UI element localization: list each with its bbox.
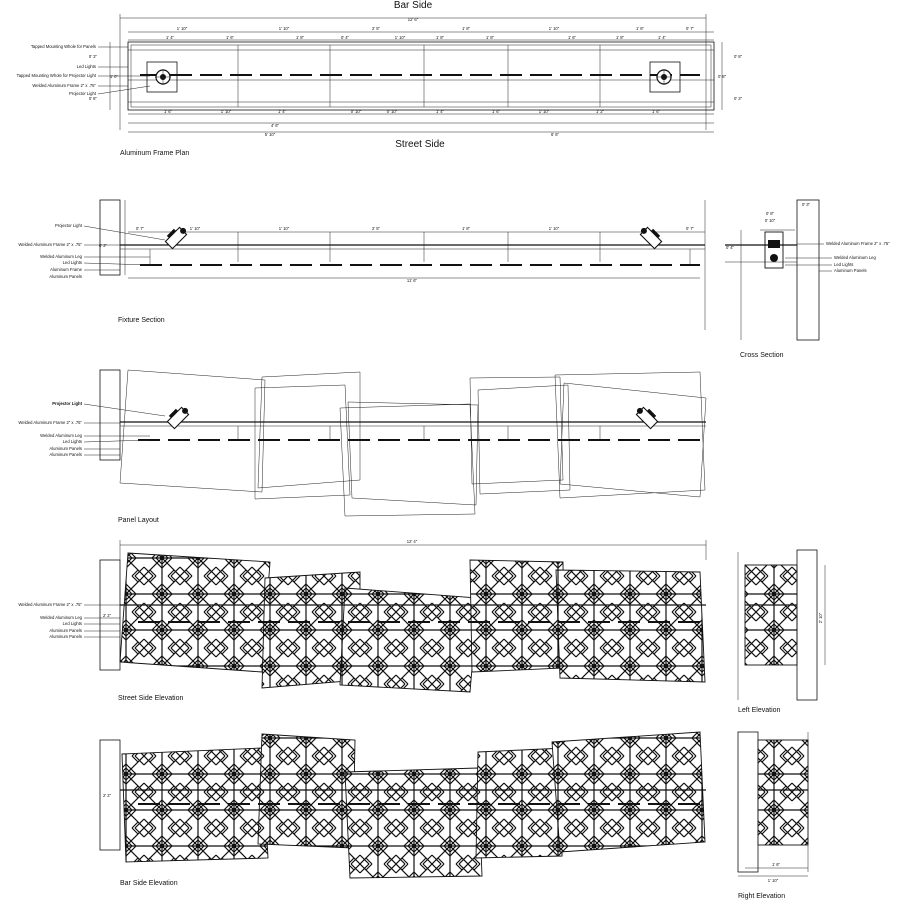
fixture-dim: 0' 7" bbox=[135, 226, 145, 231]
plan-top-dim: 0' 7" bbox=[685, 26, 695, 31]
projector-light-icon bbox=[634, 403, 659, 428]
plan-bottom-dim: 1' 4" bbox=[277, 109, 287, 114]
fixture-label: Aluminum Panels bbox=[49, 274, 82, 279]
fixture-dim: 1' 10" bbox=[189, 226, 201, 231]
layout-caption: Panel Layout bbox=[118, 517, 159, 524]
plan-top-dim: 1' 10" bbox=[176, 26, 188, 31]
plan-label: Projector Light bbox=[69, 91, 96, 96]
plan-top-dim: 1' 8" bbox=[615, 35, 625, 40]
fixture-dim: 1' 10" bbox=[548, 226, 560, 231]
plan-overall-dim: 12' 6" bbox=[407, 17, 419, 22]
fixture-label: Welded Aluminum Leg bbox=[40, 254, 82, 259]
projector-light-icon bbox=[165, 403, 190, 428]
layout-label: Led Lights bbox=[62, 439, 82, 444]
left-dim: 2' 10" bbox=[818, 612, 823, 624]
layout-label: Welded Aluminum Leg bbox=[40, 433, 82, 438]
projector-light-icon bbox=[155, 69, 171, 85]
plan-top-dim: 1' 6" bbox=[635, 26, 645, 31]
right-caption: Right Elevation bbox=[738, 893, 786, 900]
street-side-elevation bbox=[18, 539, 706, 702]
plan-bottom-dim: 1' 6" bbox=[163, 109, 173, 114]
fixture-dim: 1' 10" bbox=[278, 226, 290, 231]
plan-bottom-dim: 1' 10" bbox=[538, 109, 550, 114]
fixture-dim: 2' 5" bbox=[371, 226, 381, 231]
right-dim: 1' 6" bbox=[771, 862, 781, 867]
projector-light-icon bbox=[656, 69, 672, 85]
cross-dim: 0' 8" bbox=[765, 211, 775, 216]
cross-label: Welded Aluminum Leg bbox=[834, 255, 876, 260]
fixture-label: Aluminum Frame bbox=[50, 267, 82, 272]
aluminum-frame-plan bbox=[17, 0, 743, 157]
cross-label: Aluminum Panels bbox=[834, 268, 867, 273]
plan-top-dim: 1' 8" bbox=[461, 26, 471, 31]
street-caption: Street Side Elevation bbox=[118, 695, 184, 702]
plan-bottom-dim: 1' 10" bbox=[220, 109, 232, 114]
plan-top-dim: 1' 10" bbox=[278, 26, 290, 31]
plan-bottom-dim: 1' 2" bbox=[595, 109, 605, 114]
fixture-label: Welded Aluminum Frame 2" x .75" bbox=[18, 242, 82, 247]
plan-bottom-dim: 1' 6" bbox=[491, 109, 501, 114]
layout-label: Aluminum Panels bbox=[49, 446, 82, 451]
street-label: Welded Aluminum Frame 2" x .75" bbox=[18, 602, 82, 607]
layout-label: Aluminum Panels bbox=[49, 452, 82, 457]
plan-top-dim: 1' 4" bbox=[165, 35, 175, 40]
plan-side-dim: 0' 8" bbox=[734, 54, 743, 59]
plan-side-dim: 0' 3" bbox=[734, 96, 743, 101]
plan-top-dim: 1' 10" bbox=[548, 26, 560, 31]
bar-side-elevation bbox=[100, 732, 706, 887]
right-elevation bbox=[738, 732, 808, 900]
cross-section bbox=[725, 200, 890, 359]
street-side-dim: 2' 2" bbox=[103, 613, 112, 618]
fixture-dim: 0' 7" bbox=[685, 226, 695, 231]
street-label: Led Lights bbox=[62, 621, 82, 626]
plan-side-dim: 0' 8" bbox=[718, 74, 727, 79]
fixture-label: Projector Light bbox=[55, 223, 82, 228]
plan-bottom-dim: 4' 6" bbox=[270, 123, 280, 128]
cross-dim: 0' 4" bbox=[725, 245, 735, 250]
plan-bottom-dim: 1' 4" bbox=[435, 109, 445, 114]
plan-bottom-dim: 0' 10" bbox=[350, 109, 362, 114]
cross-label: Led Lights bbox=[834, 262, 854, 267]
plan-top-dim: 1' 6" bbox=[567, 35, 577, 40]
layout-label: Welded Aluminum Frame 2" x .75" bbox=[18, 420, 82, 425]
plan-label: Tapped Mounting Whole for Panels bbox=[30, 44, 96, 49]
plan-bottom-dim: 5' 10" bbox=[264, 132, 276, 137]
fixture-side-dim: 0' 2" bbox=[98, 243, 108, 248]
plan-bottom-dim: 1' 6" bbox=[651, 109, 661, 114]
plan-side-dim: 0' 3" bbox=[88, 54, 97, 59]
panel-layout bbox=[18, 370, 706, 524]
cross-dim: 0' 10" bbox=[764, 218, 776, 223]
plan-label: Welded Aluminum Frame 2" x .75" bbox=[32, 83, 96, 88]
plan-top-dim: 0' 4" bbox=[340, 35, 350, 40]
left-elevation bbox=[738, 550, 825, 714]
street-overall-dim: 12' 4" bbox=[406, 539, 418, 544]
fixture-dim: 1' 8" bbox=[461, 226, 471, 231]
plan-bottom-dim: 0' 10" bbox=[386, 109, 398, 114]
plan-side-dim: 0' 8" bbox=[88, 96, 97, 101]
fixture-label: Led Lights bbox=[62, 260, 82, 265]
bar-side-dim: 2' 2" bbox=[103, 793, 112, 798]
fixture-overall-dim: 11' 6" bbox=[406, 278, 418, 283]
plan-top-dim: 1' 8" bbox=[295, 35, 305, 40]
plan-label: Led Lights bbox=[76, 64, 96, 69]
street-label: Aluminum Panels bbox=[49, 628, 82, 633]
plan-top-dim: 1' 4" bbox=[657, 35, 667, 40]
plan-bottom-title: Street Side bbox=[395, 139, 445, 150]
plan-side-dim: 1' 0" bbox=[109, 74, 118, 79]
projector-light-icon bbox=[765, 232, 783, 268]
fixture-caption: Fixture Section bbox=[118, 317, 165, 324]
plan-label: Tapped Mounting Whole for Projector Light bbox=[16, 73, 96, 78]
plan-top-dim: 1' 6" bbox=[225, 35, 235, 40]
plan-top-dim: 1' 8" bbox=[435, 35, 445, 40]
cross-dim: 0' 3" bbox=[801, 202, 811, 207]
right-dim: 1' 10" bbox=[767, 878, 779, 883]
street-label: Aluminum Panels bbox=[49, 634, 82, 639]
plan-bottom-dim: 6' 6" bbox=[550, 132, 560, 137]
layout-label: Projector Light bbox=[52, 401, 82, 406]
street-label: Welded Aluminum Leg bbox=[40, 615, 82, 620]
fixture-section bbox=[18, 200, 705, 330]
bar-caption: Bar Side Elevation bbox=[120, 880, 178, 887]
plan-caption: Aluminum Frame Plan bbox=[120, 150, 190, 157]
cross-caption: Cross Section bbox=[740, 352, 784, 359]
plan-top-dim: 2' 5" bbox=[371, 26, 381, 31]
left-caption: Left Elevation bbox=[738, 707, 781, 714]
plan-top-title: Bar Side bbox=[393, 0, 433, 11]
cross-label: Welded Aluminum Frame 2" x .75" bbox=[826, 241, 890, 246]
plan-top-dim: 1' 8" bbox=[485, 35, 495, 40]
plan-top-dim: 1' 10" bbox=[394, 35, 406, 40]
